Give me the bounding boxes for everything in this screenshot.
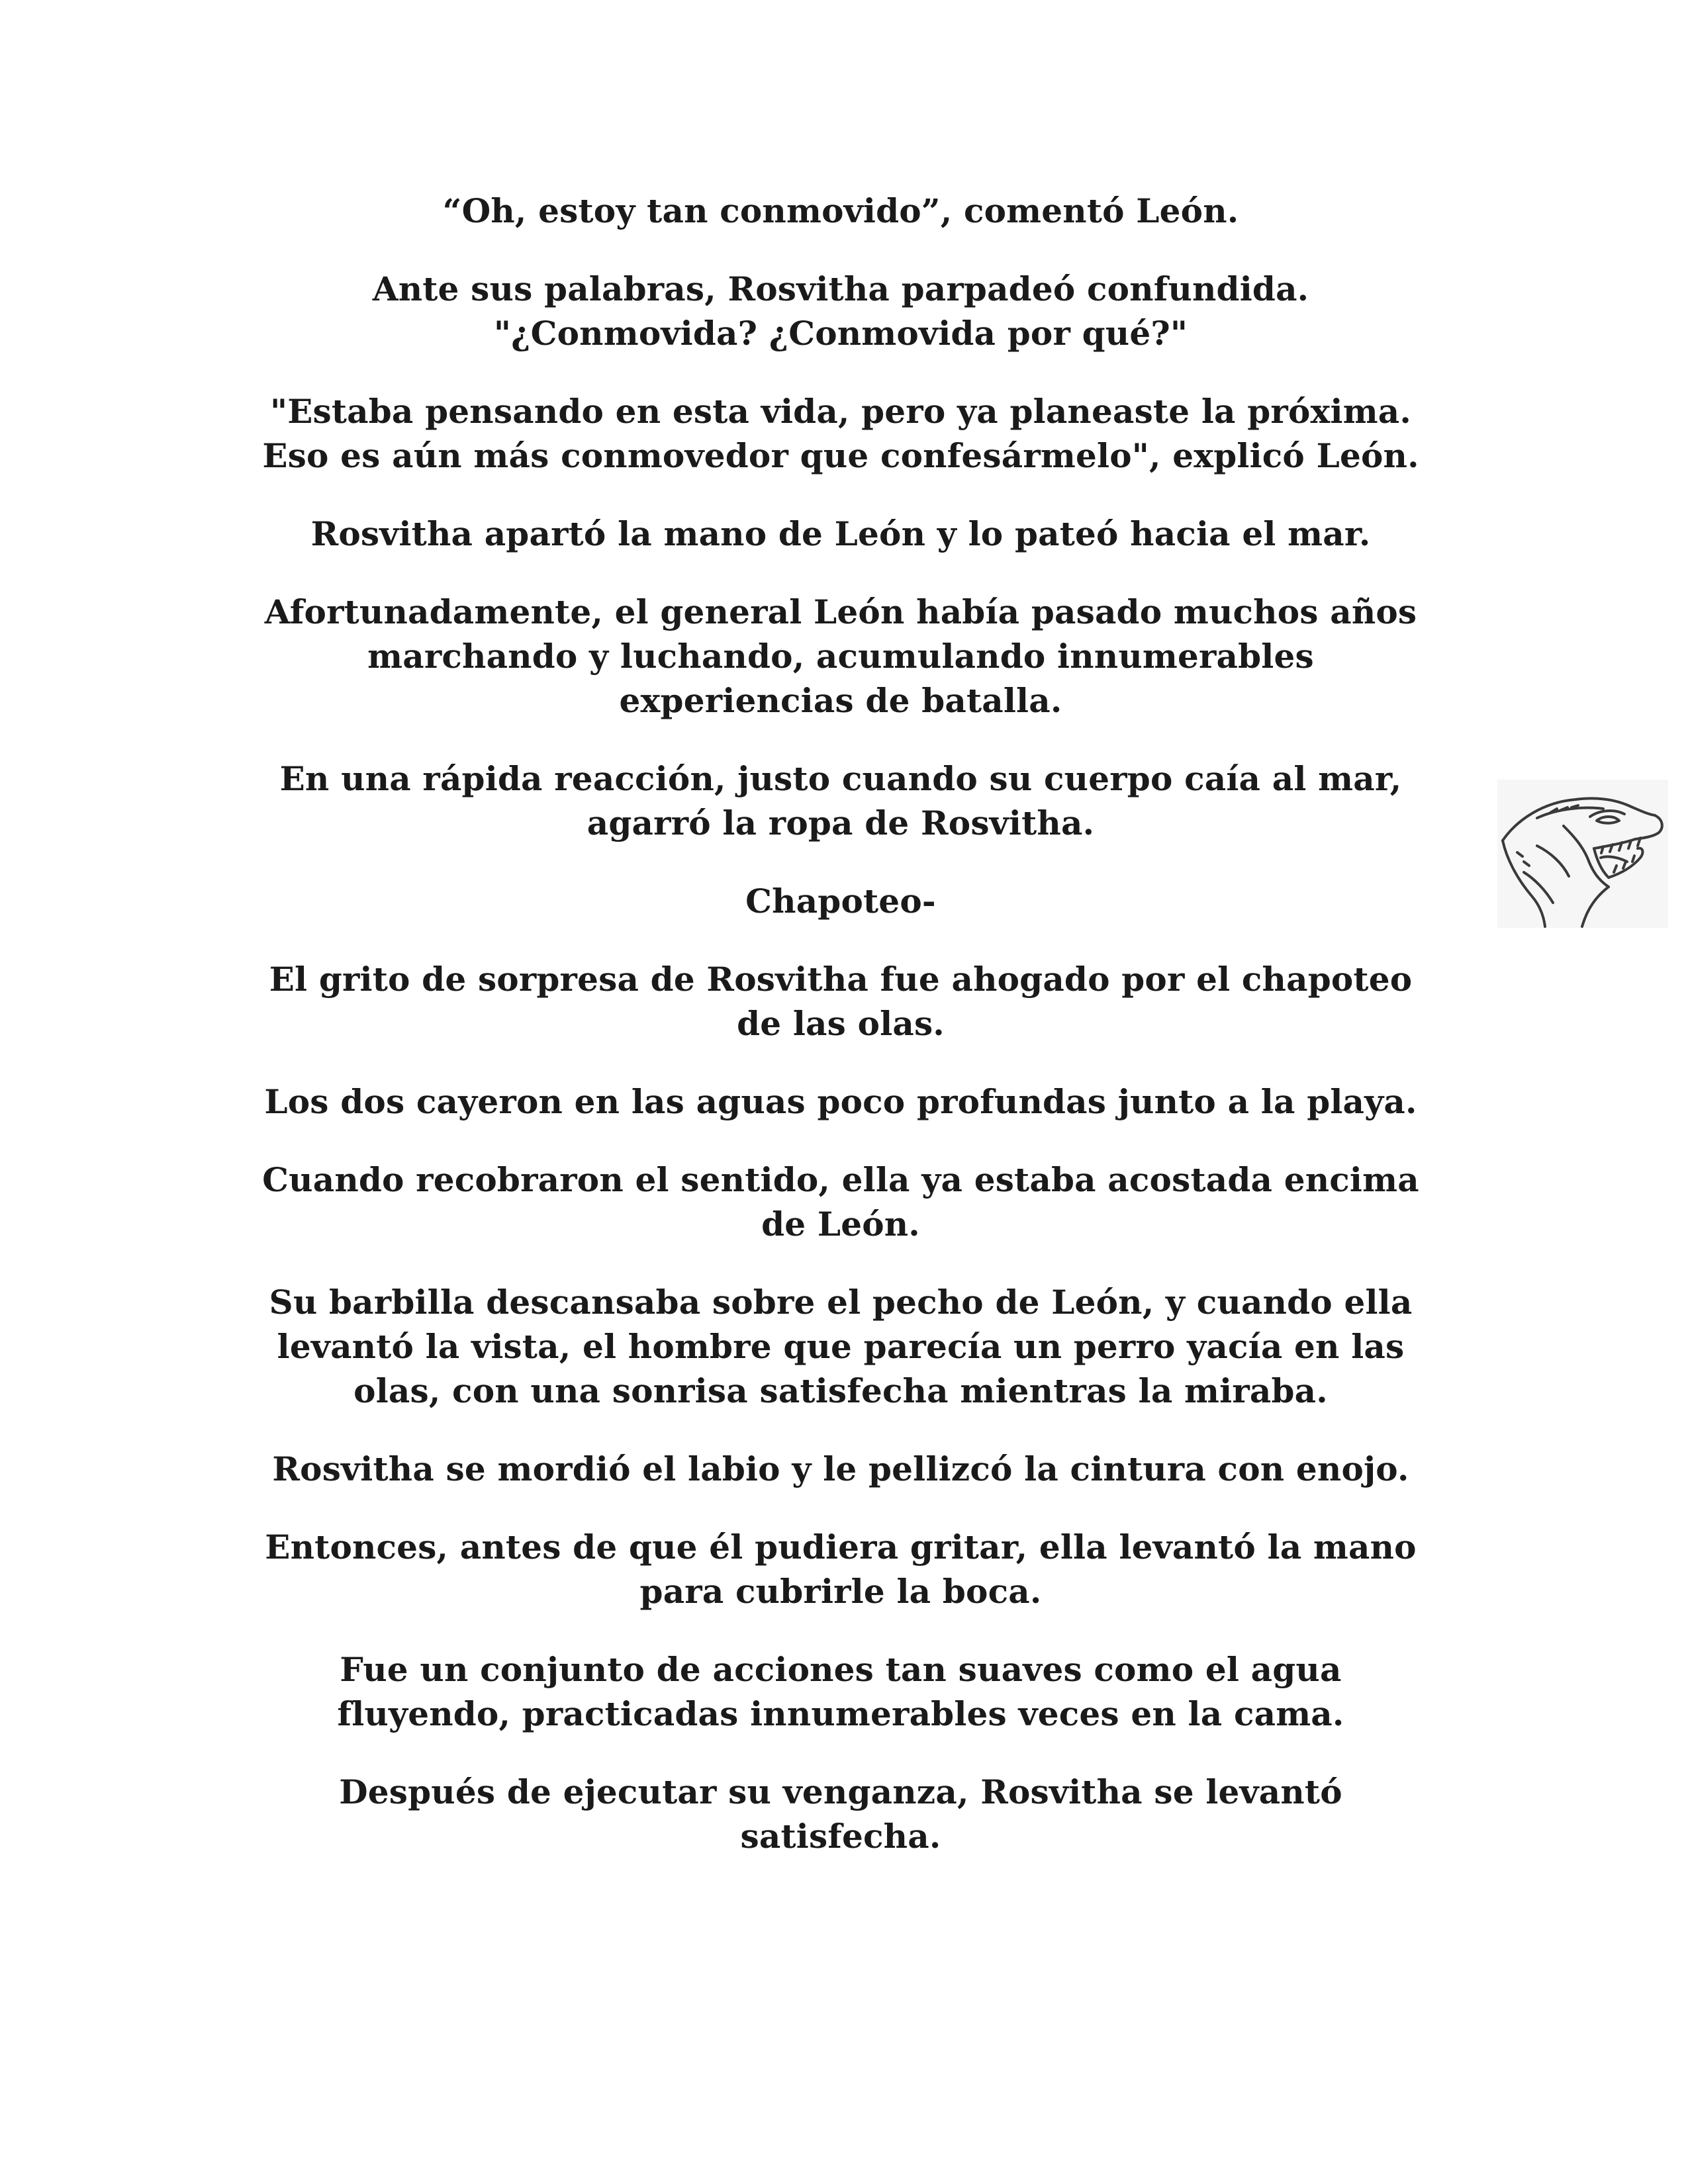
text-line: Ante sus palabras, Rosvitha parpadeó confundida. <box>372 269 1309 308</box>
text-line: satisfecha. <box>740 1817 941 1856</box>
text-line: Su barbilla descansaba sobre el pecho de León, y cuando ella <box>269 1283 1413 1322</box>
paragraph-12 <box>225 1447 1456 1491</box>
text-line: Después de ejecutar su venganza, Rosvitha se levantó <box>339 1772 1342 1811</box>
text-line: "¿Conmovida? ¿Conmovida por qué?" <box>493 314 1188 353</box>
paragraph-5 <box>225 590 1456 723</box>
text-line: para cubrirle la boca. <box>639 1572 1042 1611</box>
paragraph-15 <box>225 1770 1456 1858</box>
paragraph-8 <box>225 957 1456 1046</box>
text-line: Fue un conjunto de acciones tan suaves como el agua <box>340 1650 1342 1689</box>
story-text <box>225 189 1456 1892</box>
text-line: "Estaba pensando en esta vida, pero ya planeaste la próxima. <box>269 392 1412 431</box>
paragraph-14 <box>225 1647 1456 1736</box>
text-line: fluyendo, practicadas innumerables veces en la cama. <box>337 1694 1344 1733</box>
paragraph-9 <box>225 1079 1456 1124</box>
dinosaur-head-icon <box>1497 780 1668 928</box>
paragraph-10 <box>225 1158 1456 1246</box>
text-line: En una rápida reacción, justo cuando su cuerpo caía al mar, <box>279 759 1402 798</box>
text-line: Eso es aún más conmovedor que confesármelo", explicó León. <box>262 436 1419 475</box>
text-line: Los dos cayeron en las aguas poco profundas junto a la playa. <box>264 1082 1417 1121</box>
paragraph-13 <box>225 1525 1456 1614</box>
text-line: Entonces, antes de que él pudiera gritar, ella levantó la mano <box>265 1527 1417 1567</box>
paragraph-11 <box>225 1280 1456 1413</box>
text-line: Rosvitha apartó la mano de León y lo pateó hacia el mar. <box>310 514 1371 553</box>
text-line: agarró la ropa de Rosvitha. <box>586 803 1095 842</box>
text-line: El grito de sorpresa de Rosvitha fue ahogado por el chapoteo <box>269 960 1413 999</box>
paragraph-7 <box>225 879 1456 923</box>
text-line: olas, con una sonrisa satisfecha mientras la miraba. <box>353 1371 1328 1410</box>
paragraph-6 <box>225 756 1456 845</box>
text-line: Chapoteo- <box>745 882 936 921</box>
paragraph-4 <box>225 512 1456 556</box>
dinosaur-head-drawing <box>1497 780 1668 928</box>
text-line: Rosvitha se mordió el labio y le pellizcó la cintura con enojo. <box>272 1449 1409 1488</box>
text-line: Afortunadamente, el general León había pasado muchos años <box>264 592 1417 631</box>
text-line: levantó la vista, el hombre que parecía un perro yacía en las <box>277 1327 1405 1366</box>
text-line: marchando y luchando, acumulando innumerables <box>367 637 1314 676</box>
text-line: de León. <box>761 1205 920 1244</box>
text-line: de las olas. <box>737 1004 945 1043</box>
paragraph-2 <box>225 267 1456 355</box>
paragraph-1 <box>225 189 1456 233</box>
paragraph-3 <box>225 389 1456 478</box>
text-line: experiencias de batalla. <box>619 681 1062 720</box>
text-line: “Oh, estoy tan conmovido”, comentó León. <box>442 191 1239 230</box>
text-line: Cuando recobraron el sentido, ella ya estaba acostada encima <box>262 1160 1419 1199</box>
